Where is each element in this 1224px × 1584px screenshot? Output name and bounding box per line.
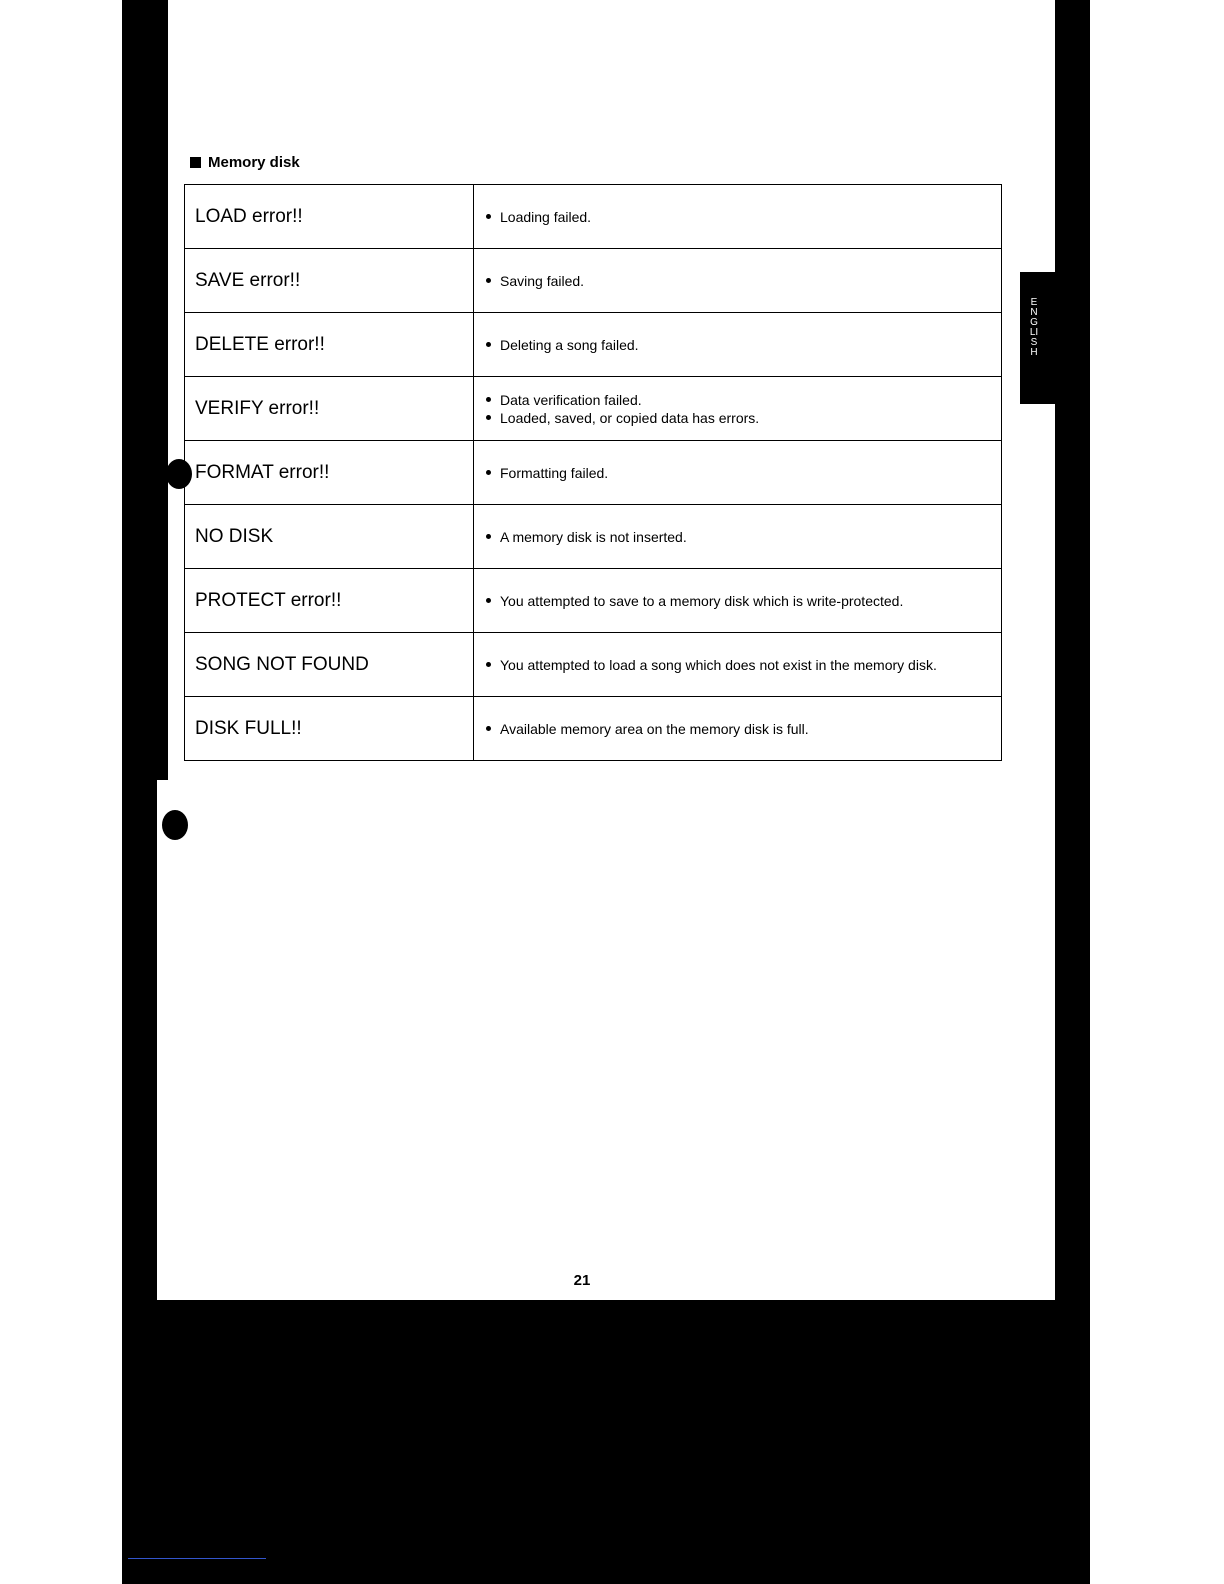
error-description	[474, 313, 1002, 377]
description-line	[486, 391, 1001, 409]
bullet-icon	[486, 470, 491, 475]
error-message: SAVE error!!	[185, 249, 474, 313]
error-message: DELETE error!!	[185, 313, 474, 377]
description-text: Loading failed.	[500, 208, 592, 225]
table-row	[185, 185, 1002, 249]
punch-hole-icon	[162, 810, 188, 840]
description-line	[486, 208, 1001, 226]
table-row	[185, 633, 1002, 697]
description-line	[486, 464, 1001, 482]
error-description	[474, 249, 1002, 313]
table-row	[185, 377, 1002, 441]
description-text: A memory disk is not inserted.	[500, 528, 687, 545]
description-line	[486, 272, 1001, 290]
error-message: FORMAT error!!	[185, 441, 474, 505]
table-row	[185, 697, 1002, 761]
table-row	[185, 505, 1002, 569]
bullet-icon	[486, 726, 491, 731]
bullet-icon	[486, 415, 491, 420]
description-text: Data verification failed.	[500, 391, 642, 408]
description-text: You attempted to save to a memory disk which is write-protected.	[500, 592, 904, 609]
description-line	[486, 656, 1001, 674]
bullet-icon	[486, 534, 491, 539]
error-description	[474, 505, 1002, 569]
error-message: DISK FULL!!	[185, 697, 474, 761]
bullet-icon	[486, 342, 491, 347]
page-number: 21	[573, 1272, 591, 1289]
error-message: LOAD error!!	[185, 185, 474, 249]
description-text: Available memory area on the memory disk is full.	[500, 720, 809, 737]
error-message: NO DISK	[185, 505, 474, 569]
bullet-icon	[486, 278, 491, 283]
language-tab-label: ENGLISH	[1029, 297, 1039, 358]
description-line	[486, 592, 1001, 610]
table-row	[185, 569, 1002, 633]
error-description	[474, 697, 1002, 761]
error-description	[474, 633, 1002, 697]
bullet-icon	[486, 598, 491, 603]
table-row	[185, 313, 1002, 377]
table-row	[185, 441, 1002, 505]
square-bullet-icon	[190, 157, 201, 168]
language-tab	[1020, 272, 1058, 404]
description-line	[486, 336, 1001, 354]
bullet-icon	[486, 214, 491, 219]
bullet-icon	[486, 662, 491, 667]
description-text: You attempted to load a song which does not exist in the memory disk.	[500, 656, 937, 673]
error-message: VERIFY error!!	[185, 377, 474, 441]
bullet-icon	[486, 397, 491, 402]
scan-artifact-line	[128, 1558, 266, 1559]
description-text: Saving failed.	[500, 272, 585, 289]
page-margin	[157, 780, 177, 1300]
error-description	[474, 441, 1002, 505]
error-message: PROTECT error!!	[185, 569, 474, 633]
error-description	[474, 569, 1002, 633]
description-line	[486, 528, 1001, 546]
error-message: SONG NOT FOUND	[185, 633, 474, 697]
description-line	[486, 720, 1001, 738]
description-text: Deleting a song failed.	[500, 336, 639, 353]
section-title: Memory disk	[208, 154, 300, 171]
error-description	[474, 185, 1002, 249]
section-heading	[190, 154, 300, 171]
punch-hole-icon	[166, 459, 192, 489]
error-message-table	[184, 184, 1002, 761]
description-text: Formatting failed.	[500, 464, 609, 481]
description-text: Loaded, saved, or copied data has errors.	[500, 409, 760, 426]
error-description	[474, 377, 1002, 441]
description-line	[486, 409, 1001, 427]
table-row	[185, 249, 1002, 313]
